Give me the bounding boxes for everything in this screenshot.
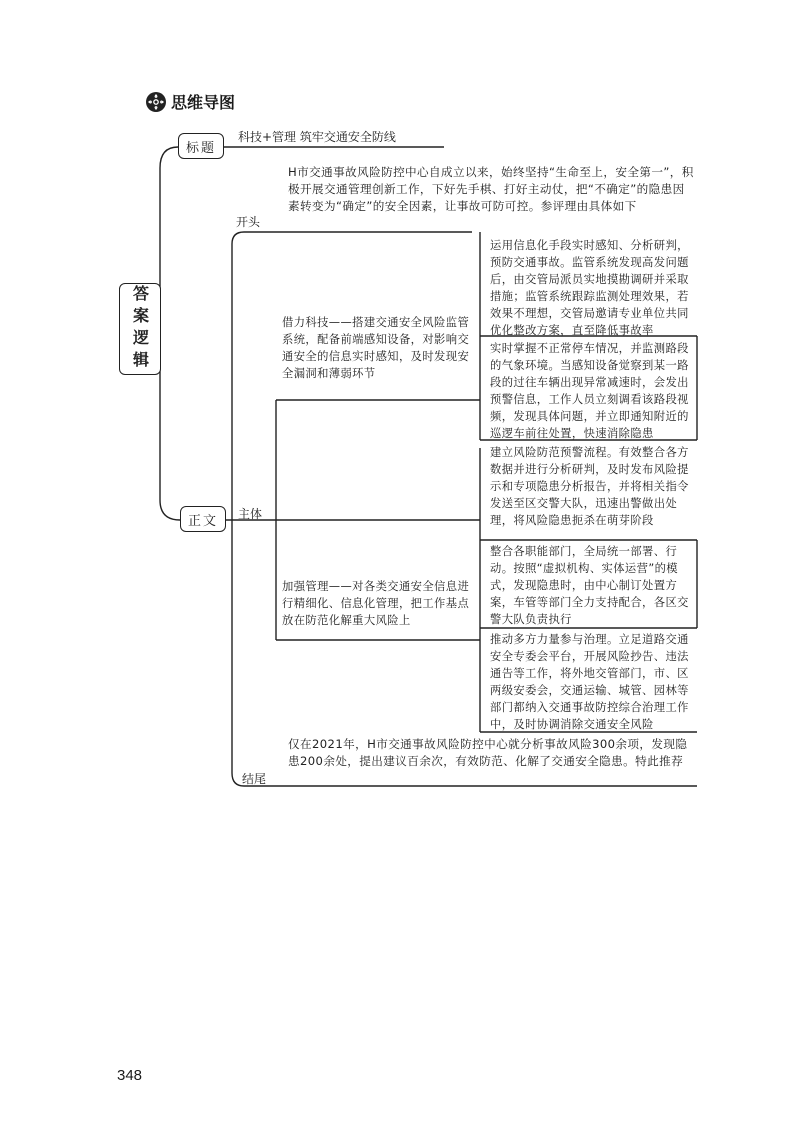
leaf-item-1: 运用信息化手段实时感知、分析研判，预防交通事故。监管系统发现高发问题后，由交管局派员实地摸勘调研并采取措施；监管系统跟踪监测处理效果，若效果不理想，交管局邀请专业单位共同优化整改方案，直至降低事故率 — [490, 239, 689, 337]
flower-badge-icon — [146, 92, 166, 112]
leaf-item-5: 推动多方力量参与治理。立足道路交通安全专委会平台，开展风险抄告、违法通告等工作，将外地交管部门，市、区两级安委会，交通运输、城管、园林等部门都纳入交通事故防控综合治理工作中，及时协调消除交通安全风险 — [490, 633, 689, 731]
main-label: 主体 — [238, 507, 263, 521]
ending-label: 结尾 — [242, 772, 267, 786]
section-title: 思维导图 — [171, 93, 236, 112]
page-number: 348 — [117, 1067, 143, 1084]
root-node — [119, 283, 161, 375]
leaf-item-3: 建立风险防范预警流程。有效整合各方数据并进行分析研判，及时发布风险提示和专项隐患分析报告，并将相关指令发送至区交警大队，迅速出警做出处理，将风险隐患扼杀在萌芽阶段 — [490, 446, 689, 527]
opening-text: H市交通事故风险防控中心自成立以来，始终坚持“生命至上，安全第一”，积极开展交通管理创新工作，下好先手棋、打好主动仗，把“不确定”的隐患因素转变为“确定”的安全因素，让事故可防可控。参评理由具体如下 — [288, 165, 694, 213]
section-header — [146, 90, 235, 113]
opening-label: 开头 — [236, 215, 261, 229]
tech-branch-text: 借力科技——搭建交通安全风险监管系统，配备前端感知设备，对影响交通安全的信息实时感知，及时发现安全漏洞和薄弱环节 — [282, 316, 470, 380]
manage-branch-text: 加强管理——对各类交通安全信息进行精细化、信息化管理，把工作基点放在防范化解重大风险上 — [282, 580, 470, 627]
body-node-label: 正文 — [187, 513, 218, 529]
root-label: 答案逻辑 — [130, 285, 150, 373]
leaf-item-4: 整合各职能部门，全局统一部署、行动。按照“虚拟机构、实体运营”的模式，发现隐患时，由中心制订处置方案，车管等部门全力支持配合，各区交警大队负责执行 — [490, 545, 689, 626]
body-node — [180, 506, 226, 532]
leaf-item-2: 实时掌握不正常停车情况，并监测路段的气象环境。当感知设备觉察到某一路段的过往车辆出现异常减速时，会发出预警信息，工作人员立刻调看该路段视频，发现具体问题，并立即通知附近的巡逻车前往处置，快速消除隐患 — [490, 342, 689, 440]
title-node-label: 标题 — [185, 140, 216, 156]
ending-text: 仅在2021年，H市交通事故风险防控中心就分析事故风险300余项，发现隐患200余处，提出建议百余次，有效防范、化解了交通安全隐患。特此推荐 — [288, 737, 688, 768]
title-node — [178, 133, 224, 159]
title-text: 科技+管理 筑牢交通安全防线 — [238, 130, 396, 144]
